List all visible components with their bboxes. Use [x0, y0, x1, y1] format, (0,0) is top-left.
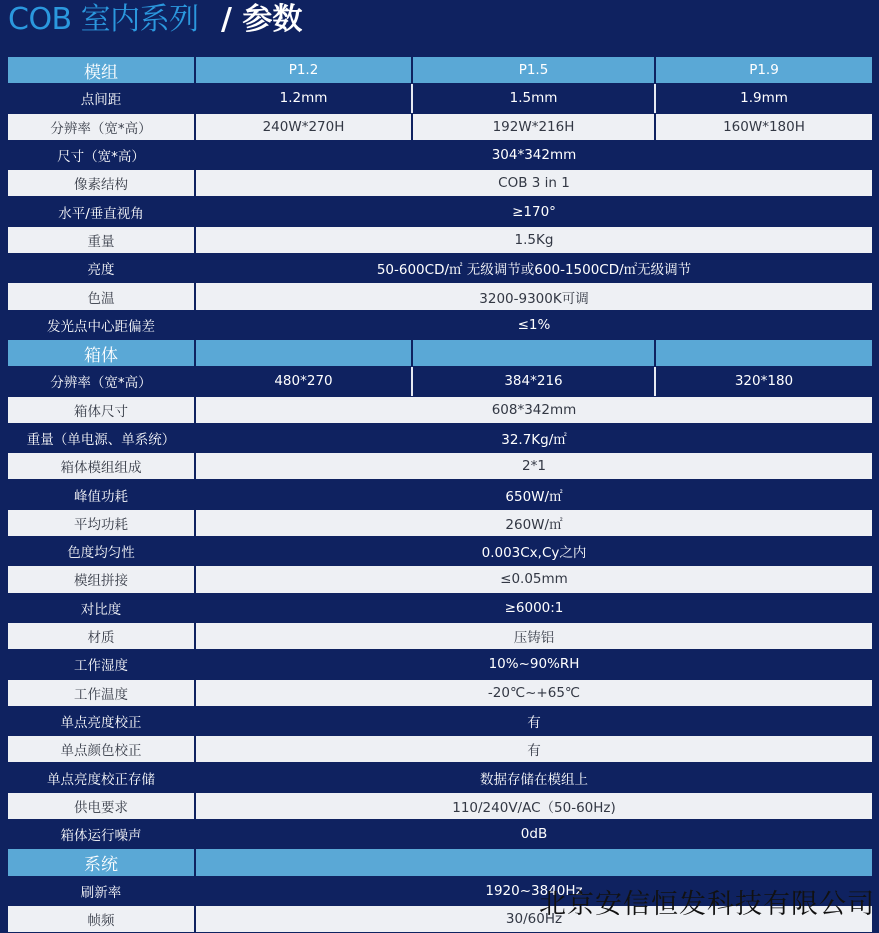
row-label: 帧频 — [8, 906, 194, 932]
table-row — [8, 537, 872, 565]
section-header — [8, 339, 872, 367]
row-value: ≤1% — [196, 312, 872, 338]
table-row — [8, 792, 872, 820]
column-header: P1.9 — [656, 57, 872, 83]
table-row — [8, 169, 872, 197]
section-title: 箱体 — [8, 340, 194, 366]
table-row — [8, 396, 872, 424]
table-row — [8, 452, 872, 480]
row-label: 单点亮度校正存储 — [8, 764, 194, 790]
column-header: P1.2 — [196, 57, 411, 83]
row-label: 对比度 — [8, 595, 194, 621]
row-value: 480*270 — [196, 368, 411, 394]
column-divider — [411, 367, 413, 395]
row-value: -20℃~+65℃ — [196, 680, 872, 706]
row-label: 点间距 — [8, 85, 194, 111]
section-title: 系统 — [8, 849, 194, 875]
table-row — [8, 594, 872, 622]
column-header — [413, 340, 654, 366]
row-label: 平均功耗 — [8, 510, 194, 536]
table-row — [8, 254, 872, 282]
row-label: 工作温度 — [8, 680, 194, 706]
column-divider — [654, 84, 656, 112]
row-value: 2*1 — [196, 453, 872, 479]
row-value: 650W/㎡ — [196, 481, 872, 507]
row-label: 尺寸（宽*高） — [8, 142, 194, 168]
row-label: 亮度 — [8, 255, 194, 281]
row-label: 峰值功耗 — [8, 481, 194, 507]
row-value: 608*342mm — [196, 397, 872, 423]
column-divider — [654, 367, 656, 395]
row-label: 刷新率 — [8, 878, 194, 904]
row-value: 1920~3840Hz — [196, 878, 872, 904]
row-value: 1.9mm — [656, 85, 872, 111]
row-value: ≥6000:1 — [196, 595, 872, 621]
section-header — [8, 848, 872, 876]
column-divider — [411, 84, 413, 112]
table-row — [8, 707, 872, 735]
row-value: 384*216 — [413, 368, 654, 394]
row-value: 304*342mm — [196, 142, 872, 168]
row-label: 工作湿度 — [8, 651, 194, 677]
page-header — [0, 0, 879, 56]
row-value: 压铸铝 — [196, 623, 872, 649]
spec-table — [8, 56, 872, 933]
row-label: 分辨率（宽*高） — [8, 368, 194, 394]
row-label: 像素结构 — [8, 170, 194, 196]
table-row — [8, 311, 872, 339]
row-value: 320*180 — [656, 368, 872, 394]
row-value: ≤0.05mm — [196, 566, 872, 592]
table-row — [8, 226, 872, 254]
row-value: 有 — [196, 708, 872, 734]
row-value: 数据存储在模组上 — [196, 764, 872, 790]
table-row — [8, 622, 872, 650]
row-label: 重量 — [8, 227, 194, 253]
row-value: 30/60Hz — [196, 906, 872, 932]
row-value: 260W/㎡ — [196, 510, 872, 536]
row-value: 240W*270H — [196, 114, 411, 140]
table-row — [8, 509, 872, 537]
table-row — [8, 113, 872, 141]
table-row — [8, 367, 872, 395]
table-row — [8, 820, 872, 848]
row-value: 32.7Kg/㎡ — [196, 425, 872, 451]
row-value: 160W*180H — [656, 114, 872, 140]
row-label: 单点颜色校正 — [8, 736, 194, 762]
row-value: 1.2mm — [196, 85, 411, 111]
column-header: P1.5 — [413, 57, 654, 83]
row-value: 110/240V/AC（50-60Hz) — [196, 793, 872, 819]
row-value: 0dB — [196, 821, 872, 847]
row-value: 10%~90%RH — [196, 651, 872, 677]
company-watermark: 北京安信恒发科技有限公司 — [539, 889, 875, 920]
column-header — [656, 340, 872, 366]
table-row — [8, 735, 872, 763]
row-value: 1.5Kg — [196, 227, 872, 253]
row-value: 1.5mm — [413, 85, 654, 111]
row-label: 分辨率（宽*高） — [8, 114, 194, 140]
table-row — [8, 650, 872, 678]
table-row — [8, 141, 872, 169]
table-row — [8, 679, 872, 707]
row-value: COB 3 in 1 — [196, 170, 872, 196]
section-header — [8, 56, 872, 84]
row-label: 重量（单电源、单系统） — [8, 425, 194, 451]
column-header — [196, 340, 411, 366]
page-title: COB 室内系列 — [8, 2, 199, 37]
table-row — [8, 197, 872, 225]
row-label: 箱体运行噪声 — [8, 821, 194, 847]
row-label: 水平/垂直视角 — [8, 198, 194, 224]
row-label: 供电要求 — [8, 793, 194, 819]
table-row — [8, 84, 872, 112]
table-row — [8, 282, 872, 310]
row-label: 色度均匀性 — [8, 538, 194, 564]
row-value: 50-600CD/㎡ 无级调节或600-1500CD/㎡无级调节 — [196, 255, 872, 281]
row-label: 模组拼接 — [8, 566, 194, 592]
section-fill — [196, 849, 872, 875]
row-value: 3200-9300K可调 — [196, 283, 872, 309]
row-label: 材质 — [8, 623, 194, 649]
row-value: 有 — [196, 736, 872, 762]
section-title: 模组 — [8, 57, 194, 83]
row-value: 0.003Cx,Cy之内 — [196, 538, 872, 564]
table-row — [8, 424, 872, 452]
table-row — [8, 480, 872, 508]
row-label: 色温 — [8, 283, 194, 309]
row-value: ≥170° — [196, 198, 872, 224]
page-subtitle: / 参数 — [221, 2, 303, 37]
row-value: 192W*216H — [413, 114, 654, 140]
row-label: 发光点中心距偏差 — [8, 312, 194, 338]
row-label: 单点亮度校正 — [8, 708, 194, 734]
table-row — [8, 565, 872, 593]
table-row — [8, 763, 872, 791]
row-label: 箱体模组组成 — [8, 453, 194, 479]
row-label: 箱体尺寸 — [8, 397, 194, 423]
